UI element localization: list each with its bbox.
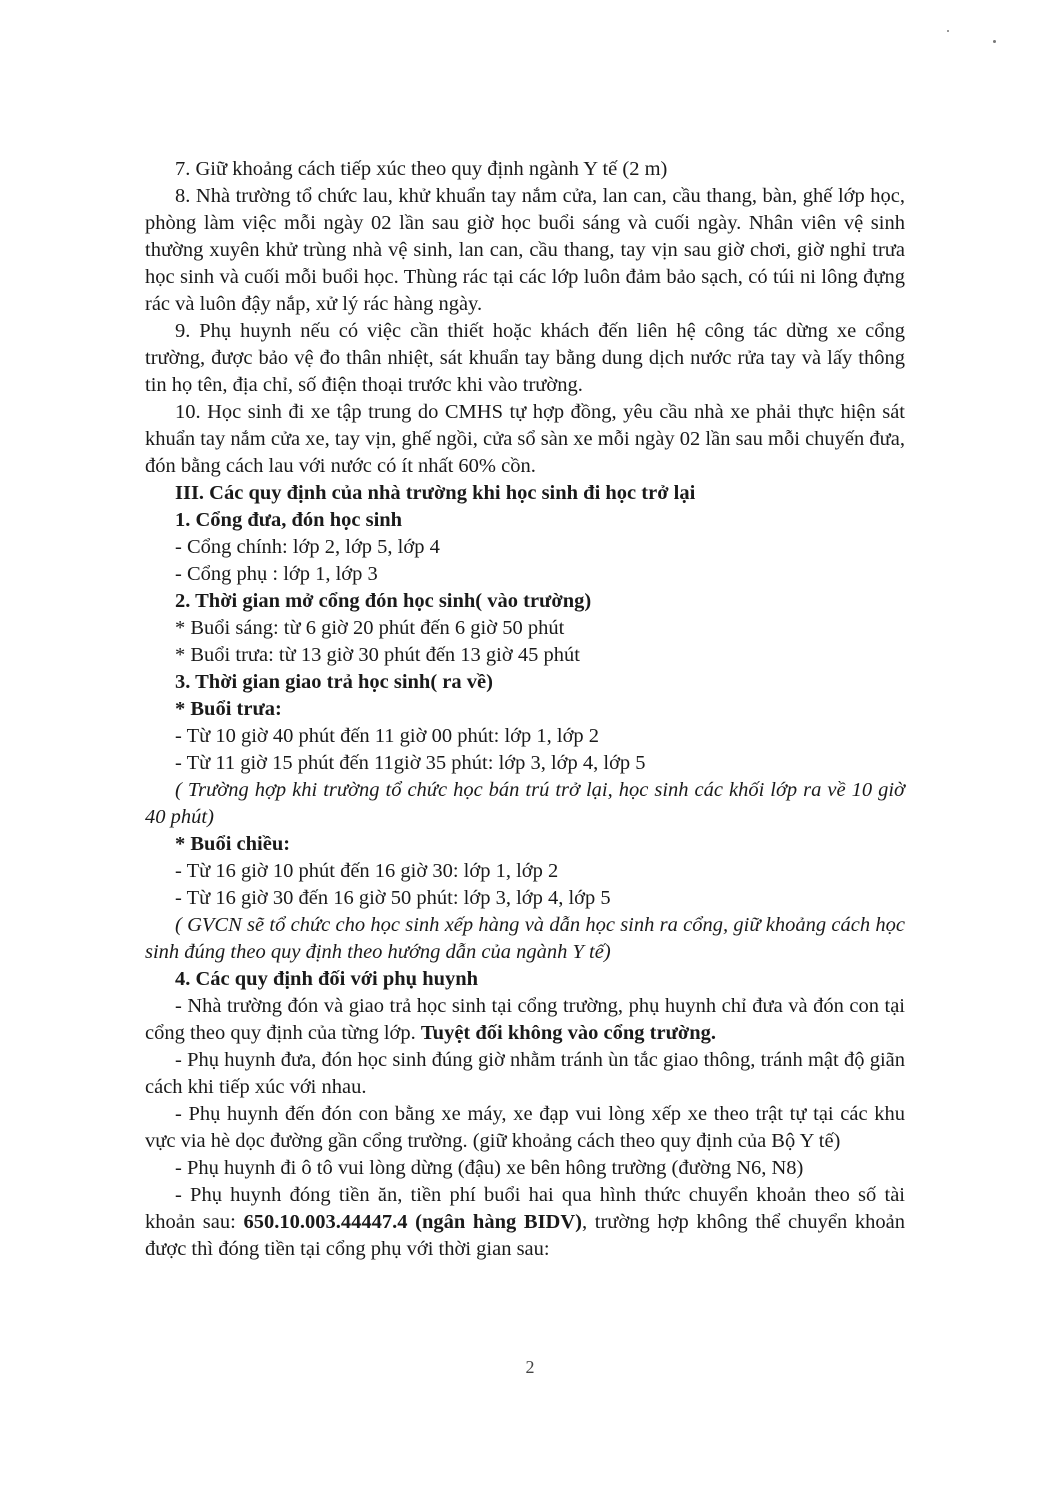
dismissal-afternoon-1: - Từ 16 giờ 10 phút đến 16 giờ 30: lớp 1, lớp 2 bbox=[175, 860, 559, 882]
section-3-title: III. Các quy định của nhà trường khi học sinh đi học trở lại bbox=[175, 482, 696, 504]
dismissal-heading: 3. Thời gian giao trả học sinh( ra về) bbox=[175, 671, 493, 693]
dismissal-noon-1: - Từ 10 giờ 40 phút đến 11 giờ 00 phút: lớp 1, lớp 2 bbox=[175, 725, 600, 747]
dismissal-noon-heading: * Buổi trưa: bbox=[175, 698, 282, 720]
side-gate-line: - Cổng phụ : lớp 1, lớp 3 bbox=[175, 563, 378, 585]
scan-speck bbox=[947, 30, 949, 32]
item-10: 10. Học sinh đi xe tập trung do CMHS tự hợp đồng, yêu cầu nhà xe phải thực hiện sát khuẩn tay nắm cửa xe, tay vịn, ghế ngồi, cửa sổ sàn xe mỗi ngày 02 lần sau mỗi chuyến đưa, đón bằng cách lau với nước có ít nhất 60% cồn. bbox=[145, 401, 905, 477]
scan-speck bbox=[993, 40, 996, 43]
opening-morning: * Buổi sáng: từ 6 giờ 20 phút đến 6 giờ 50 phút bbox=[175, 617, 565, 639]
parents-rule-4: - Phụ huynh đi ô tô vui lòng dừng (đậu) xe bên hông trường (đường N6, N8) bbox=[175, 1157, 804, 1179]
opening-noon: * Buổi trưa: từ 13 giờ 30 phút đến 13 giờ 45 phút bbox=[175, 644, 580, 666]
item-8: 8. Nhà trường tổ chức lau, khử khuẩn tay nắm cửa, lan can, cầu thang, bàn, ghế lớp học, phòng làm việc mỗi ngày 02 lần sau giờ học buổi sáng và cuối ngày. Nhân viên vệ sinh thường xuyên khử trùng nhà vệ sinh, lan can, cầu thang, tay vịn sau giờ chơi, giờ nghỉ trưa học sinh và cuối mỗi buổi học. Thùng rác tại các lớp luôn đảm bảo sạch, có túi ni lông đựng rác và luôn đậy nắp, xử lý rác hàng ngày. bbox=[145, 185, 905, 315]
document-body bbox=[145, 156, 905, 1263]
dismissal-noon-2: - Từ 11 giờ 15 phút đến 11giờ 35 phút: lớp 3, lớp 4, lớp 5 bbox=[175, 752, 646, 774]
dismissal-afternoon-note: ( GVCN sẽ tổ chức cho học sinh xếp hàng và dẫn học sinh ra cổng, giữ khoảng cách học sinh đúng theo quy định theo hướng dẫn của ngành Y tế) bbox=[145, 914, 905, 963]
parents-rule-5-tail: , trường hợp không thể chuyển khoản được thì đóng tiền tại cổng phụ với thời gian sau: bbox=[145, 1211, 906, 1260]
parents-rule-5-text: - Phụ huynh đóng tiền ăn, tiền phí buổi hai qua hình thức chuyển khoản theo số tài khoản sau: bbox=[145, 1184, 905, 1233]
parents-rule-1-emphasis: Tuyệt đối không vào cổng trường. bbox=[420, 1022, 717, 1044]
bank-account: 650.10.003.44447.4 (ngân hàng BIDV) bbox=[243, 1211, 582, 1233]
parents-rule-1-text: - Nhà trường đón và giao trả học sinh tại cổng trường, phụ huynh chỉ đưa và đón con tại cổng theo quy định của từng lớp. bbox=[145, 995, 905, 1044]
page-number: 2 bbox=[525, 1357, 535, 1377]
dismissal-afternoon-2: - Từ 16 giờ 30 đến 16 giờ 50 phút: lớp 3, lớp 4, lớp 5 bbox=[175, 887, 611, 909]
parents-rule-2: - Phụ huynh đưa, đón học sinh đúng giờ nhằm tránh ùn tắc giao thông, tránh mật độ giãn cách khi tiếp xúc với nhau. bbox=[145, 1049, 905, 1098]
item-9: 9. Phụ huynh nếu có việc cần thiết hoặc khách đến liên hệ công tác dừng xe cổng trường, được bảo vệ đo thân nhiệt, sát khuẩn tay bằng dung dịch nước rửa tay và lấy thông tin họ tên, địa chỉ, số điện thoại trước khi vào trường. bbox=[145, 320, 905, 396]
parents-rule-3: - Phụ huynh đến đón con bằng xe máy, xe đạp vui lòng xếp xe theo trật tự tại các khu vực via hè dọc đường gần cổng trường. (giữ khoảng cách theo quy định của Bộ Y tế) bbox=[145, 1103, 905, 1152]
parents-rule-1 bbox=[145, 993, 905, 1047]
gates-heading: 1. Cổng đưa, đón học sinh bbox=[175, 509, 403, 531]
main-gate-line: - Cổng chính: lớp 2, lớp 5, lớp 4 bbox=[175, 536, 440, 558]
item-7: 7. Giữ khoảng cách tiếp xúc theo quy định ngành Y tế (2 m) bbox=[175, 158, 668, 180]
dismissal-noon-note: ( Trường hợp khi trường tổ chức học bán trú trở lại, học sinh các khối lớp ra về 10 giờ 40 phút) bbox=[145, 779, 905, 828]
parents-heading: 4. Các quy định đối với phụ huynh bbox=[175, 968, 479, 990]
dismissal-afternoon-heading: * Buổi chiều: bbox=[175, 833, 291, 855]
parents-rule-5 bbox=[145, 1182, 905, 1263]
opening-heading: 2. Thời gian mở cổng đón học sinh( vào trường) bbox=[175, 590, 592, 612]
